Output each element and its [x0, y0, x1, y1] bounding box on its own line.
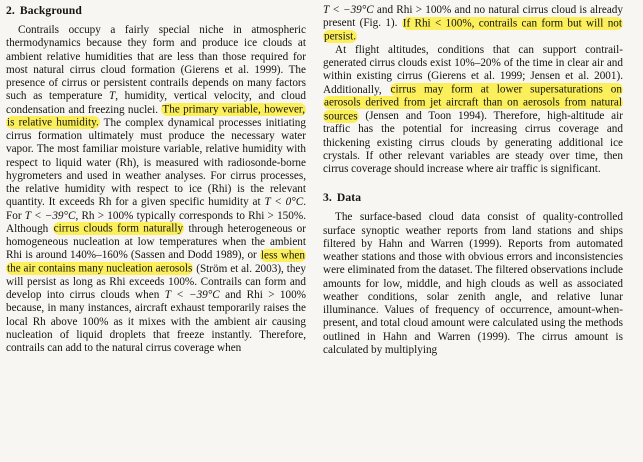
highlight-primary-variable: The primary variable, however, is relative humidity. — [7, 103, 305, 129]
text-segment: Contrails occupy a fairly special niche in atmospheric thermodynamics because they form and produce ice clouds at ambient relative humidities that are less than those required for most natural cirrus cloud formation (Gierens et al. 1999). The presence of cirrus or persistent contrails depends on many factors such as temperature — [6, 24, 306, 103]
paragraph-continuation — [323, 4, 623, 44]
text-segment: and Rhi > 100% because, in many instances, aircraft exhaust temporarily raises the local Rh above 100% as it mixes with the ambient air causing nucleation of liquid droplets that freeze instantly. Therefore, contrails can add to the natural cirrus coverage when — [6, 289, 307, 355]
section-heading-data — [323, 191, 623, 204]
highlight-lower-supersaturations: cirrus may form at lower supersaturations on aerosols derived from jet aircraft than on aerosols from natural sources — [324, 83, 622, 122]
section-title: Background — [19, 4, 82, 17]
text-segment: through heterogeneous or homogeneous nucleation at low temperatures when the ambient Rhi is around 140%–160% (Sassen and Dodd 1989), or — [6, 222, 306, 262]
section-number: 3. — [323, 191, 332, 205]
paragraph-background-body — [6, 24, 306, 355]
math-expression: T < −39°C — [24, 209, 76, 222]
math-expression: T < 0°C — [264, 196, 304, 209]
text-segment: and Rhi > 100% and no natural cirrus cloud is already present (Fig. 1). — [323, 4, 623, 30]
variable-T: T — [108, 90, 116, 103]
text-segment: (Ström et al. 2003), they will persist as long as Rhi exceeds 100%. Contrails can form and develop into cirrus clouds when — [6, 262, 306, 302]
highlight-cirrus-naturally: cirrus clouds form naturally — [53, 222, 184, 235]
math-expression: T < −39°C — [323, 4, 374, 16]
paragraph-data-body: The surface-based cloud data consist of quality-controlled surface synoptic weather reports from land stations and ships filtered by Hahn and Warren (1999). Reports from automated weather stations and those with obvious errors and inconsistencies were eliminated from the dataset. The filtered observations include amounts for low, middle, and high clouds as well as associated weather conditions, solar zenith angle, and relative lunar illuminance. Values of frequency of occurrence, amount-when-present, and total cloud amount were calculated using the methods outlined in Hahn and Warren (1999). The cirrus amount is calculated by multiplying — [323, 211, 623, 356]
right-text-column — [323, 4, 623, 462]
highlight-contrails-not-persist: If Rhi < 100%, contrails can form but will not persist. — [324, 17, 622, 43]
section-number: 2. — [6, 4, 15, 17]
text-segment: At flight altitudes, conditions that can support contrail-generated cirrus clouds exist 10%–20% of the time in clear air and within existing cirrus (Gierens et al. 1999; Jensen et al. 2001). Additionally, — [323, 43, 623, 96]
left-text-column — [6, 4, 306, 462]
heading-spacer — [323, 176, 623, 191]
highlight-nucleation-aerosols: less when the air contains many nucleation aerosols — [7, 249, 305, 275]
text-segment: (Jensen and Toon 1994). Therefore, high-altitude air traffic has the potential for increasing cirrus coverage and thickening existing cirrus clouds by generating additional ice crystals. If other relevant variables are steady over time, then cirrus coverage should increase where air traffic is significant. — [323, 110, 623, 175]
section-title: Data — [336, 191, 362, 205]
text-segment: The complex dynamical processes initiating cirrus formation ultimately must produce the necessary water vapor. The most familiar moisture variable, relative humidity with respect to liquid water (Rh), is measured with radiosonde-borne hygrometers and used in weather analyses. For cirrus processes, the relative humidity with respect to ice (Rhi) is the relevant quantity. It exceeds Rh for a given specific humidity at — [6, 116, 306, 209]
text-segment: , Rh > 100% typically corresponds to Rhi > 150%. Although — [6, 209, 306, 235]
text-segment: . For — [6, 196, 307, 222]
math-expression: T < −39°C — [164, 289, 220, 302]
paragraph-flight-altitudes — [323, 44, 623, 177]
section-heading-background — [6, 4, 306, 17]
text-segment: , humidity, vertical velocity, and cloud condensation and freezing nuclei. — [6, 90, 306, 116]
